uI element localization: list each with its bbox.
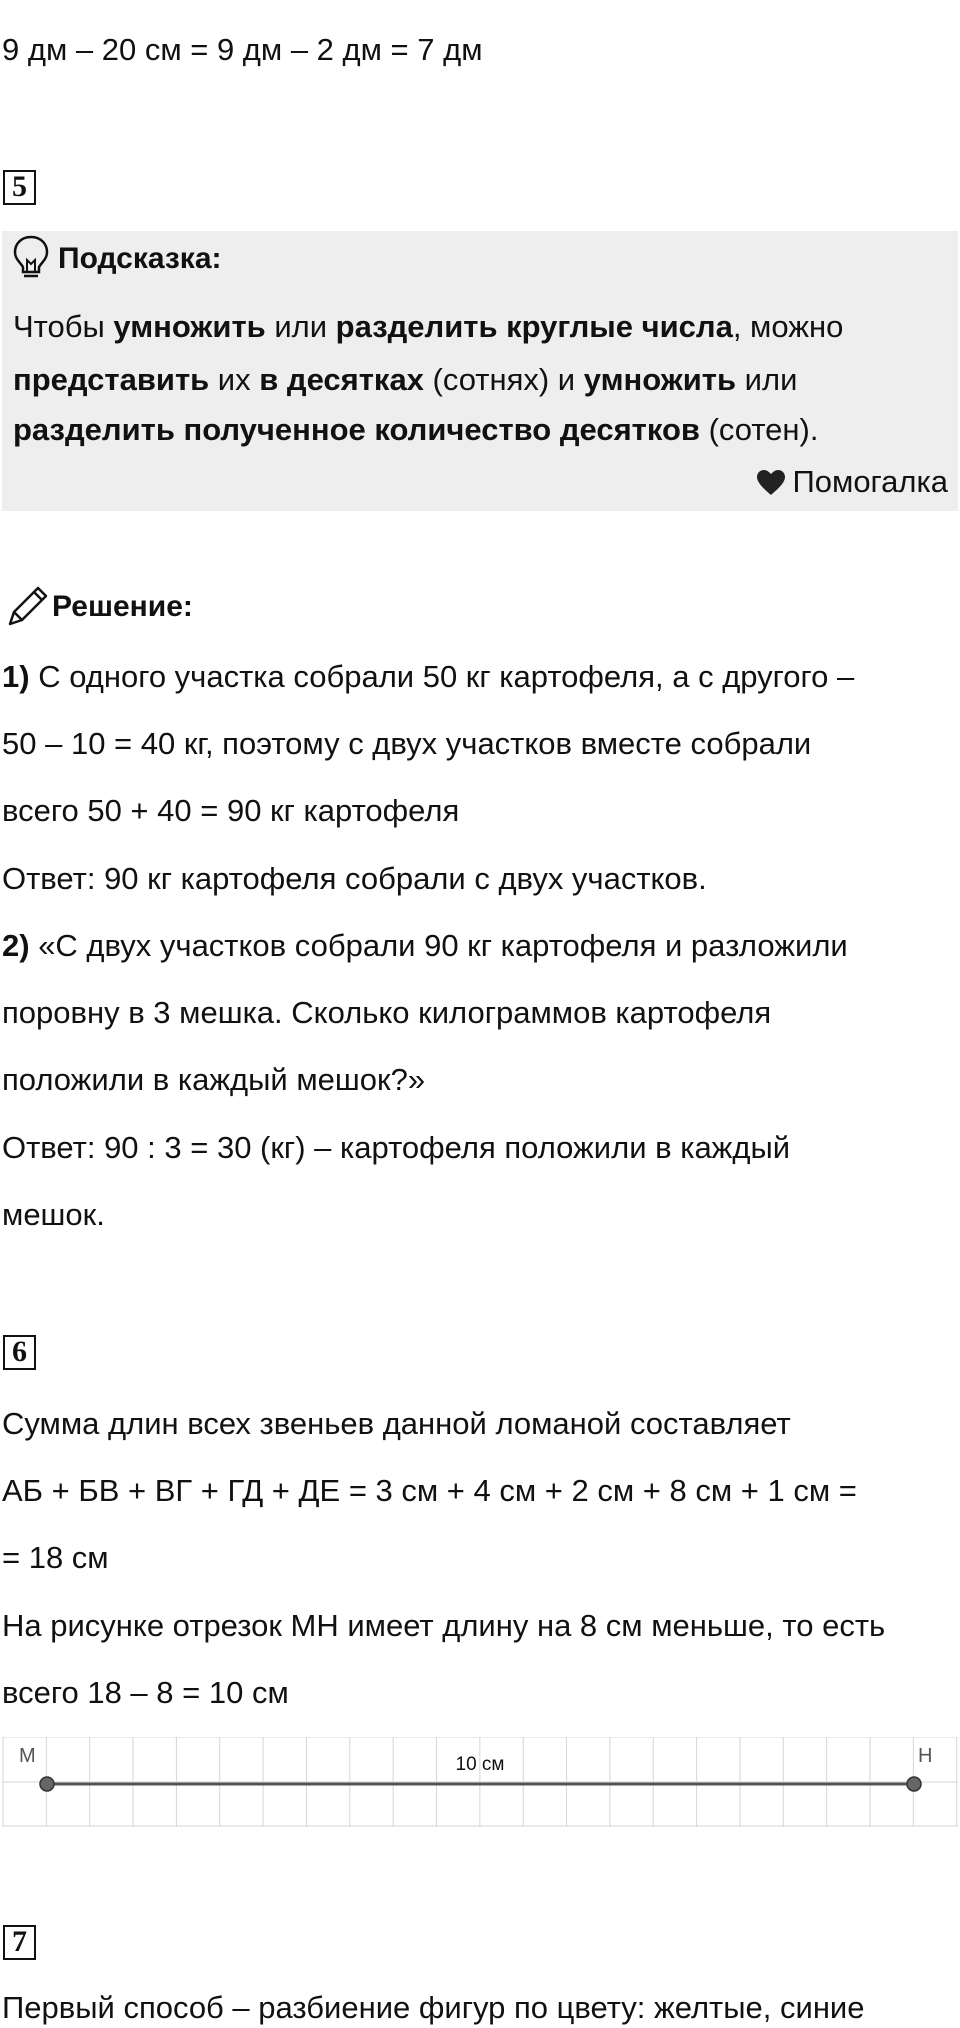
solution-line-8: Ответ: 90 : 3 = 30 (кг) – картофеля положили в каждый bbox=[2, 1130, 791, 1165]
hint-text-line-1: Чтобы умножить или разделить круглые числа, можно bbox=[13, 309, 844, 344]
solution-title: Решение: bbox=[52, 590, 193, 623]
solution-line-7: положили в каждый мешок?» bbox=[2, 1062, 426, 1097]
task6-line-1: Сумма длин всех звеньев данной ломаной составляет bbox=[2, 1406, 791, 1441]
point-m bbox=[40, 1777, 54, 1791]
heart-icon bbox=[756, 469, 786, 496]
solution-line-6: поровну в 3 мешка. Сколько килограммов картофеля bbox=[2, 995, 772, 1030]
pencil-icon bbox=[6, 584, 50, 633]
segment-grid bbox=[2, 1737, 958, 1827]
solution-line-2: 50 – 10 = 40 кг, поэтому с двух участков вместе собрали bbox=[2, 726, 812, 761]
solution-line-5: 2) «С двух участков собрали 90 кг картофеля и разложили bbox=[2, 928, 848, 963]
credit-label: Помогалка bbox=[792, 464, 948, 499]
point-h bbox=[907, 1777, 921, 1791]
segment-figure bbox=[2, 1737, 958, 1827]
solution-line-9: мешок. bbox=[2, 1197, 105, 1232]
label-m: M bbox=[19, 1745, 36, 1767]
lightbulb-icon bbox=[11, 234, 51, 285]
label-h: H bbox=[918, 1745, 933, 1767]
task7-line-1: Первый способ – разбиение фигур по цвету: желтые, синие bbox=[2, 1990, 865, 2025]
top-line: 9 дм – 20 см = 9 дм – 2 дм = 7 дм bbox=[2, 32, 483, 67]
task-number-7: 7 bbox=[3, 1925, 36, 1960]
task6-line-2: АБ + БВ + ВГ + ГД + ДЕ = 3 см + 4 см + 2 см + 8 см + 1 см = bbox=[2, 1473, 857, 1508]
task6-line-4: На рисунке отрезок МН имеет длину на 8 см меньше, то есть bbox=[2, 1608, 886, 1643]
solution-line-3: всего 50 + 40 = 90 кг картофеля bbox=[2, 793, 460, 828]
solution-line-4: Ответ: 90 кг картофеля собрали с двух участков. bbox=[2, 861, 707, 896]
hint-title: Подсказка: bbox=[58, 242, 222, 275]
hint-text-line-2: представить их в десятках (сотнях) и умножить или bbox=[13, 362, 798, 397]
task-number-6: 6 bbox=[3, 1335, 36, 1370]
task6-line-3: = 18 см bbox=[2, 1540, 109, 1575]
task-number-5: 5 bbox=[3, 170, 36, 205]
segment-length-label: 10 см bbox=[455, 1754, 505, 1775]
solution-line-1: 1) С одного участка собрали 50 кг картофеля, а с другого – bbox=[2, 659, 855, 694]
hint-credit[interactable] bbox=[756, 462, 948, 502]
hint-text-line-3: разделить полученное количество десятков (сотен). bbox=[13, 412, 819, 447]
task6-line-5: всего 18 – 8 = 10 см bbox=[2, 1675, 289, 1710]
